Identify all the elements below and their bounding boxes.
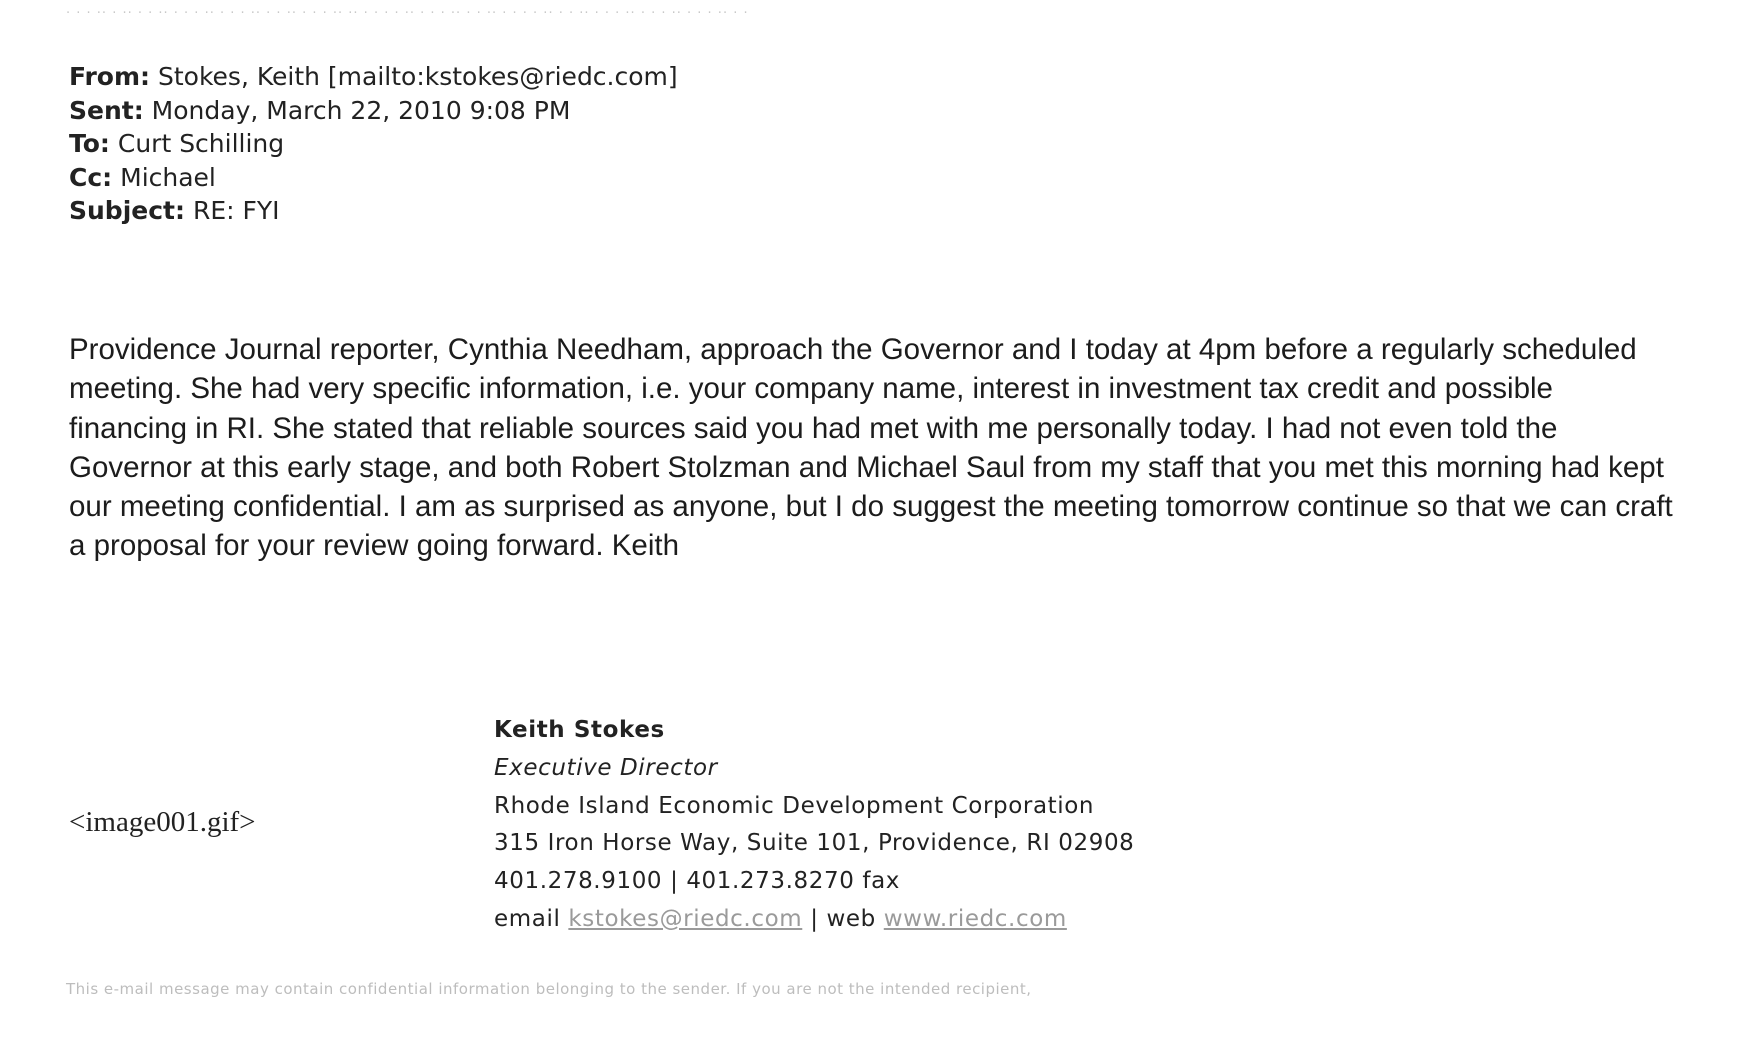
sent-value: Monday, March 22, 2010 9:08 PM [151,95,571,125]
signature-address: 315 Iron Horse Way, Suite 101, Providence, RI 02908 [494,830,1135,857]
contact-separator: | [810,905,819,932]
sent-label: Sent: [69,95,144,125]
signature-title: Executive Director [494,754,718,781]
cc-label: Cc: [69,162,113,192]
header-to-row [69,127,678,161]
cc-value: Michael [120,162,216,192]
from-value: Stokes, Keith [mailto:kstokes@riedc.com] [157,62,678,91]
scan-artifact-top: · · · ·· · ·· · · ·· · · · ·· · · · ·· · · ·· · · · ·· ·· · · · · ·· · · · ·· · · ·· · · · · ·· · · ·· · · · ·· · · · ·· · · · ·· · · [66,6,749,20]
web-link[interactable]: www.riedc.com [883,905,1067,932]
subject-label: Subject: [69,196,185,225]
email-header [69,60,678,228]
signature-contact-row [494,901,1134,939]
header-cc-row [69,161,678,195]
subject-value: RE: FYI [192,196,280,225]
header-subject-row [69,194,678,228]
email-link[interactable]: kstokes@riedc.com [568,905,803,932]
body-paragraph: Providence Journal reporter, Cynthia Needham, approach the Governor and I today at 4pm before a regularly scheduled meeting. She had very specific information, i.e. your company name, interest in investment tax credit and possible financing in RI. She stated that reliable sources said you had met with me personally today. I had not even told the Governor at this early stage, and both Robert Stolzman and Michael Saul from my staff that you met this morning had kept our meeting confidential. I am as surprised as anyone, but I do suggest the meeting tomorrow continue so that we can craft a proposal for your review going forward. Keith [69,333,1673,563]
signature-organization: Rhode Island Economic Development Corporation [494,792,1095,819]
email-body [69,330,1679,566]
from-label: From: [69,62,151,91]
image-attachment-placeholder: <image001.gif> [69,806,256,838]
signature-phone: 401.278.9100 | 401.273.8270 fax [494,868,900,895]
signature-name: Keith Stokes [494,717,665,743]
email-signature [494,712,1134,939]
to-label: To: [69,129,110,158]
header-from-row [69,60,678,94]
header-sent-row [69,94,678,128]
to-value: Curt Schilling [117,129,285,158]
confidentiality-disclaimer: This e-mail message may contain confidential information belonging to the sender. If you are not the intended recipient, [66,980,1032,998]
web-label: web [826,905,876,932]
email-label: email [494,905,561,932]
